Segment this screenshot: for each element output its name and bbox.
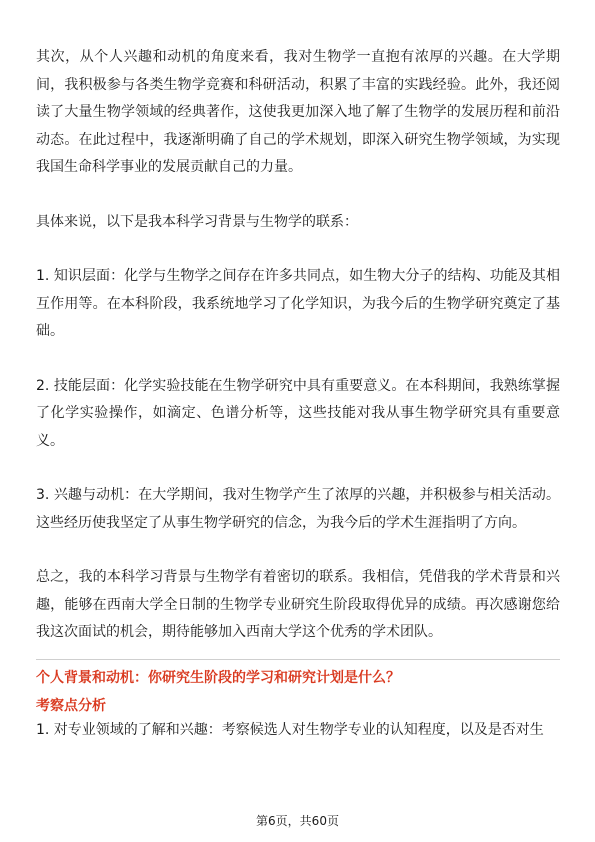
paragraph-background-intro: 具体来说，以下是我本科学习背景与生物学的联系： [36,213,358,230]
list-item-skills: 2. 技能层面：化学实验技能在生物学研究中具有重要意义。在本科期间，我熟练掌握了化学实验操作，如滴定、色谱分析等，这些技能对我从事生物学研究具有重要意义。 [36,377,560,449]
paragraph-spacer [36,182,560,209]
paragraph-interest-motivation: 其次，从个人兴趣和动机的角度来看，我对生物学一直抱有浓厚的兴趣。在大学期间，我积极参与各类生物学竞赛和科研活动，积累了丰富的实践经验。此外，我还阅读了大量生物学领域的经典著作，这使我更加深入地了解了生物学的发展历程和前沿动态。在此过程中，我逐渐明确了自己的学术规划，即深入研究生物学领域，为实现我国生命科学事业的发展贡献自己的力量。 [36,49,560,175]
list-item-interest: 3. 兴趣与动机：在大学期间，我对生物学产生了浓厚的兴趣，并积极参与相关活动。这些经历使我坚定了从事生物学研究的信念，为我今后的学术生涯指明了方向。 [36,487,560,531]
page-number-footer: 第6页，共60页 [256,814,339,828]
paragraph-spacer [36,236,560,263]
paragraph-spacer [36,346,560,373]
paragraph-spacer [36,455,560,482]
list-item-knowledge: 1. 知识层面：化学与生物学之间存在许多共同点，如生物大分子的结构、功能及其相互作用等。在本科阶段，我系统地学习了化学知识，为我今后的生物学研究奠定了基础。 [36,268,560,339]
section-divider [36,659,560,660]
document-page [36,44,560,742]
analysis-subheading: 考察点分析 [36,697,106,714]
question-heading: 个人背景和动机：你研究生阶段的学习和研究计划是什么？ [36,669,400,686]
paragraph-spacer [36,537,560,564]
analysis-item-1: 1. 对专业领域的了解和兴趣：考察候选人对生物学专业的认知程度，以及是否对生 [36,721,544,738]
paragraph-conclusion: 总之，我的本科学习背景与生物学有着密切的联系。我相信，凭借我的学术背景和兴趣，能够在西南大学全日制的生物学专业研究生阶段取得优异的成绩。再次感谢您给我这次面试的机会，期待能够加入西南大学这个优秀的学术团队。 [36,569,560,640]
